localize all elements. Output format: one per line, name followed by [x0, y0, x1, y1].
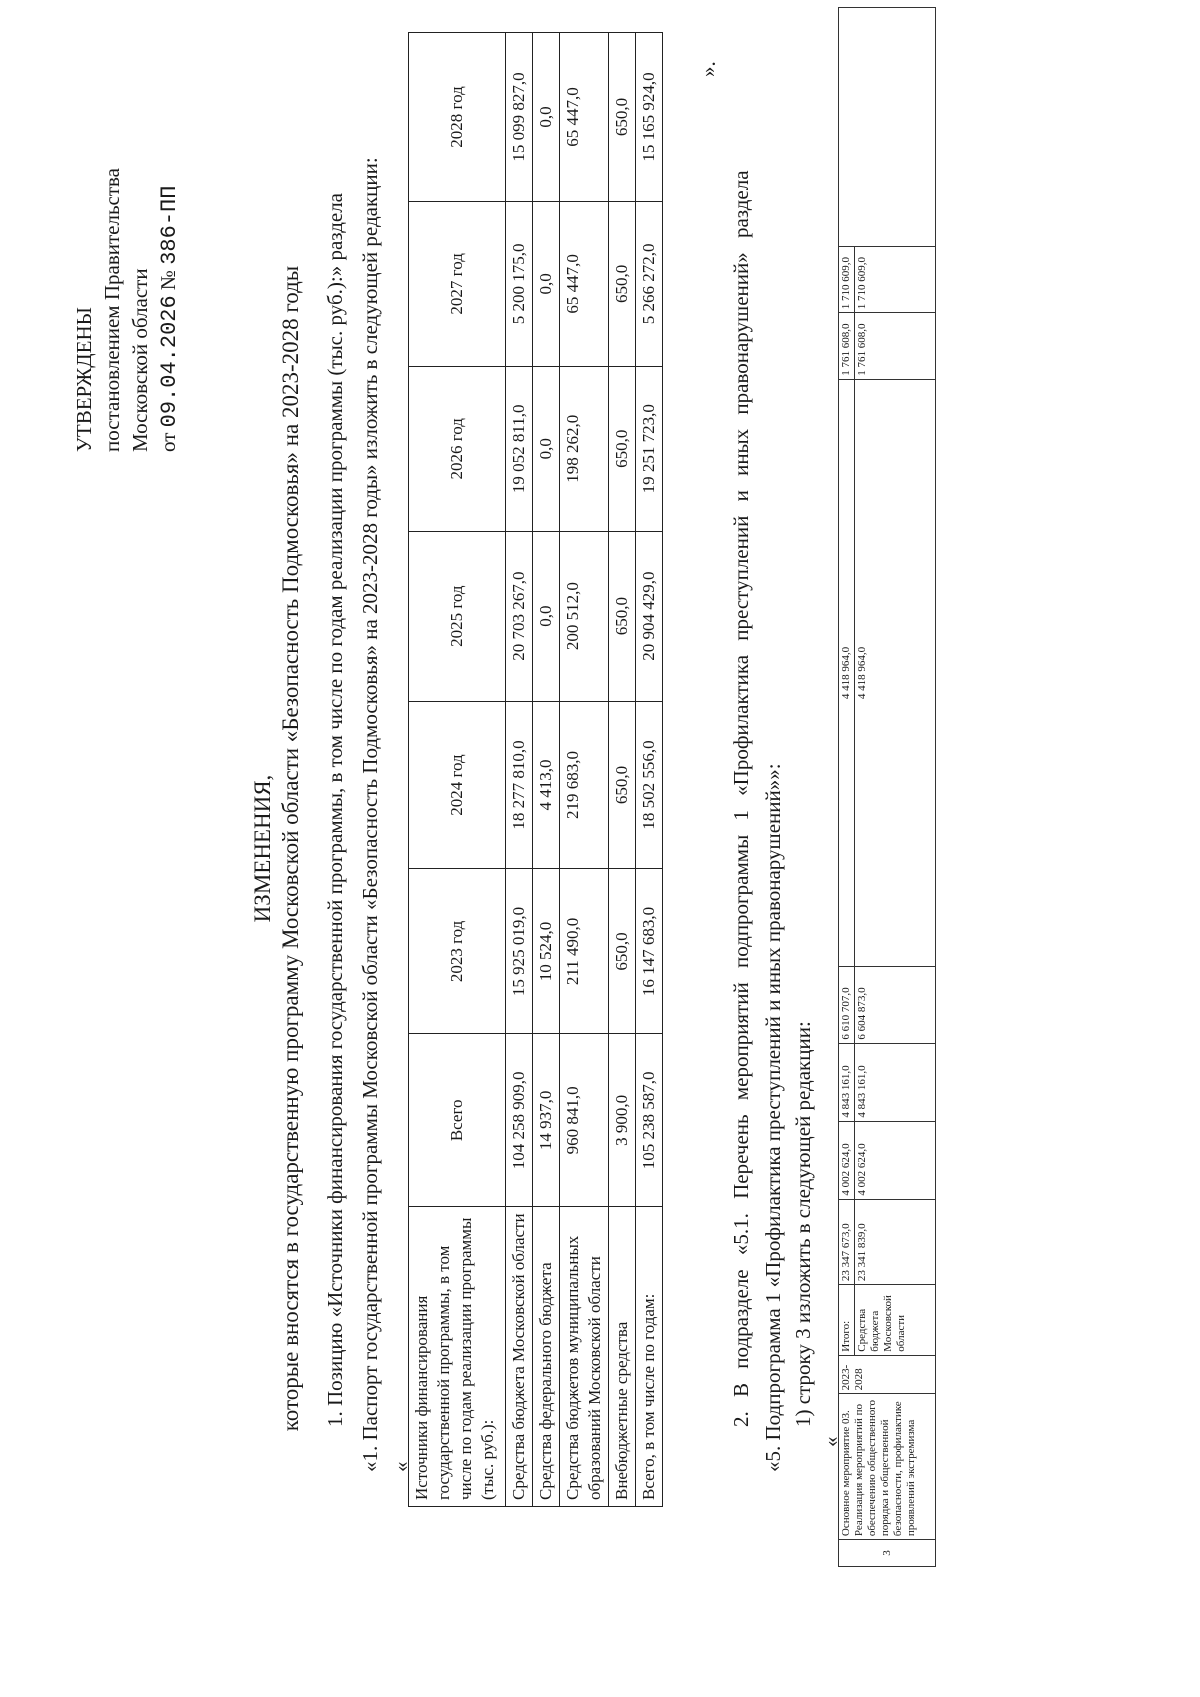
source-label: Средства бюджета Московской области [855, 1285, 936, 1356]
item2-line3: 1) строку 3 изложить в следующей редакции: [791, 1021, 815, 1427]
table-cell: 650,0 [609, 701, 636, 869]
table-cell: 650,0 [609, 201, 636, 366]
table-cell: 5 266 272,0 [636, 201, 663, 366]
table-row [560, 33, 609, 1507]
table-cell: 219 683,0 [560, 701, 609, 869]
table-cell: 15 165 924,0 [636, 33, 663, 202]
row-label: Внебюджетные средства [609, 1207, 636, 1507]
column-header: Всего [409, 1034, 506, 1207]
row-number: 3 [839, 1540, 936, 1567]
table-cell: 6 610 707,0 [839, 967, 855, 1043]
measure-name: Основное мероприятие 03. Реализация мероприятий по обеспечению общественного порядка и общественной безопасности, профилактике проявлений экстремизма [839, 1394, 936, 1540]
row-label: Средства бюджетов муниципальных образований Московской области [560, 1207, 609, 1507]
item2-line1: 2. В подразделе «5.1. Перечень мероприятий подпрограммы 1 «Профилактика преступлений и иных правонарушений» раздела [729, 170, 753, 1427]
column-header: 2027 год [409, 201, 506, 366]
table-row [506, 33, 533, 1507]
table-cell: 200 512,0 [560, 531, 609, 701]
table-cell: 650,0 [609, 531, 636, 701]
approval-block [70, 168, 184, 452]
table-cell: 23 347 673,0 [839, 1199, 855, 1285]
approval-line: Московской области [128, 268, 152, 452]
column-header: 2024 год [409, 701, 506, 869]
table-cell: 14 937,0 [533, 1034, 560, 1207]
table-header-row [409, 33, 506, 1507]
table-cell: 1 761 608,0 [839, 313, 855, 379]
finance-table [408, 32, 663, 1507]
table-cell: 0,0 [533, 201, 560, 366]
table-cell: 15 099 827,0 [506, 33, 533, 202]
table-cell: 65 447,0 [560, 201, 609, 366]
table-cell: 4 843 161,0 [839, 1043, 855, 1121]
number-prefix: № [156, 270, 180, 291]
table-cell: 3 900,0 [609, 1034, 636, 1207]
table-cell: 6 604 873,0 [855, 967, 936, 1043]
document-subtitle: которые вносятся в государственную программу Московской области «Безопасность Подмосковья» на 2023-2028 годы [278, 265, 303, 1432]
item1-line2: «1. Паспорт государственной программы Московской области «Безопасность Подмосковья» на 2023-2028 годы» изложить в следующей редакции: [358, 157, 382, 1472]
column-header: 2028 год [409, 33, 506, 202]
table-cell: 0,0 [533, 531, 560, 701]
row-label: Всего, в том числе по годам: [636, 1207, 663, 1507]
table-cell: 650,0 [609, 366, 636, 531]
table-cell: 65 447,0 [560, 33, 609, 202]
table-cell: 10 524,0 [533, 869, 560, 1034]
table-cell: 5 200 175,0 [506, 201, 533, 366]
source-label: Итого: [839, 1285, 855, 1356]
table-cell: 0,0 [533, 33, 560, 202]
table-cell: 20 703 267,0 [506, 531, 533, 701]
close-quote: ». [696, 61, 720, 77]
table-cell: 4 418 964,0 [839, 379, 855, 967]
row-label: Средства федерального бюджета [533, 1207, 560, 1507]
empty-cell [839, 8, 936, 247]
approval-date-line [154, 168, 184, 452]
measures-table [838, 7, 936, 1567]
approval-date: 09.04.2026 [157, 295, 182, 428]
table-cell: 4 002 624,0 [839, 1121, 855, 1199]
table-cell: 18 502 556,0 [636, 701, 663, 869]
open-quote: « [819, 1436, 843, 1447]
open-quote: « [389, 1461, 413, 1472]
row-label: Средства бюджета Московской области [506, 1207, 533, 1507]
approval-line: постановлением Правительства [100, 167, 124, 452]
table-row [839, 8, 855, 1567]
column-header: 2025 год [409, 531, 506, 701]
table-cell: 1 710 609,0 [839, 246, 855, 312]
approval-heading: УТВЕРЖДЕНЫ [72, 307, 96, 452]
table-cell: 650,0 [609, 33, 636, 202]
table-cell: 211 490,0 [560, 869, 609, 1034]
table-cell: 198 262,0 [560, 366, 609, 531]
table-cell: 4 418 964,0 [855, 379, 936, 967]
table-cell: 19 251 723,0 [636, 366, 663, 531]
table-cell: 23 341 839,0 [855, 1199, 936, 1285]
table-cell: 20 904 429,0 [636, 531, 663, 701]
table-cell: 104 258 909,0 [506, 1034, 533, 1207]
table-cell: 960 841,0 [560, 1034, 609, 1207]
date-prefix: от [156, 432, 180, 452]
table-cell: 4 002 624,0 [855, 1121, 936, 1199]
column-header: 2023 год [409, 869, 506, 1034]
table-cell: 15 925 019,0 [506, 869, 533, 1034]
table-cell: 105 238 587,0 [636, 1034, 663, 1207]
table-cell: 4 413,0 [533, 701, 560, 869]
table-cell: 650,0 [609, 869, 636, 1034]
table-cell: 16 147 683,0 [636, 869, 663, 1034]
column-header: 2026 год [409, 366, 506, 531]
measure-period: 2023-2028 [839, 1355, 936, 1394]
table-cell: 1 710 609,0 [855, 246, 936, 312]
table-cell: 4 843 161,0 [855, 1043, 936, 1121]
header-label: Источники финансирования государственной программы, в том числе по годам реализации программы (тыс. руб.): [409, 1207, 506, 1507]
table-row [609, 33, 636, 1507]
approval-number: 386-ПП [157, 185, 182, 265]
document-title: ИЗМЕНЕНИЯ, [250, 774, 275, 923]
table-cell: 0,0 [533, 366, 560, 531]
table-cell: 19 052 811,0 [506, 366, 533, 531]
table-cell: 1 761 608,0 [855, 313, 936, 379]
table-row-total [636, 33, 663, 1507]
item2-line2: «5. Подпрограмма 1 «Профилактика преступлений и иных правонарушений»»: [761, 763, 785, 1472]
table-cell: 18 277 810,0 [506, 701, 533, 869]
item1-line1: 1. Позицию «Источники финансирования государственной программы, в том числе по годам реализации программы (тыс. руб.):» раздела [323, 193, 347, 1427]
table-row [533, 33, 560, 1507]
